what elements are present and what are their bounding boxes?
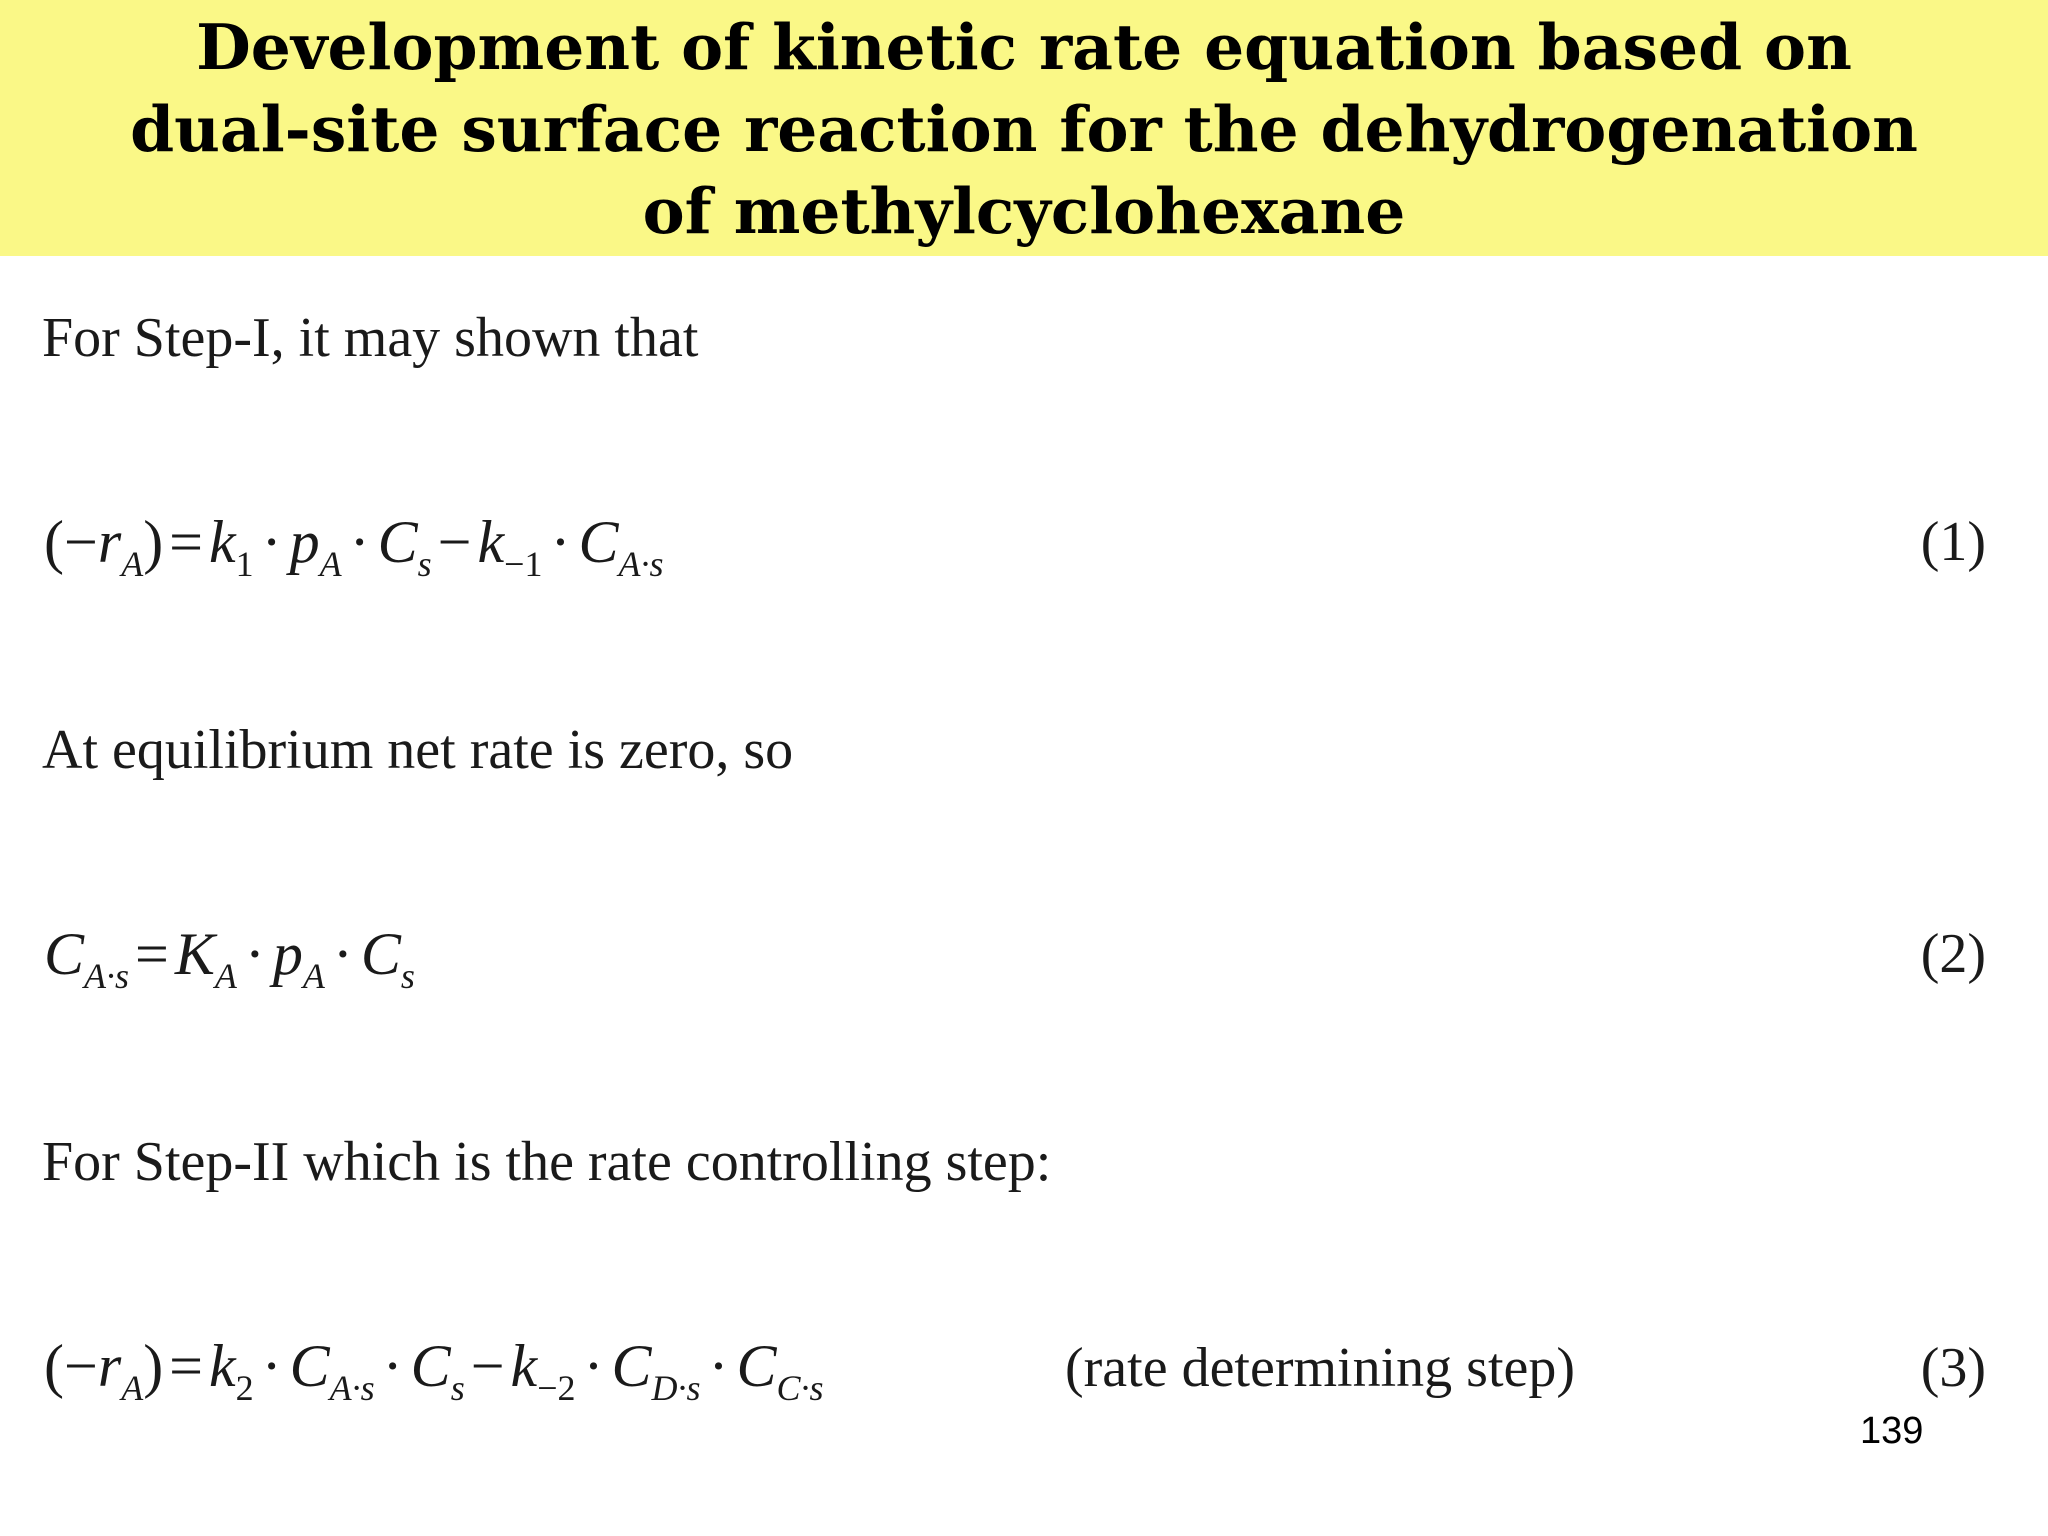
slide-title <box>0 6 2048 252</box>
title-line-1: Development of kinetic rate equation based on <box>196 10 1852 84</box>
equilibrium-intro-text: At equilibrium net rate is zero, so <box>42 719 794 781</box>
page-number: 139 <box>1860 1410 1924 1452</box>
title-line-3: of methylcyclohexane <box>642 174 1406 248</box>
title-line-2: dual-site surface reaction for the dehydrogenation <box>130 92 1918 166</box>
step2-intro-text: For Step-II which is the rate controlling step: <box>42 1131 1052 1193</box>
equation-1: $(-r_A) = k_1 \cdot p_A \cdot C_s - k_{-1} \cdot C_{A\cdot s}$ <box>44 509 664 584</box>
equation-1-number: (1) <box>1920 511 1986 573</box>
equation-3-number: (3) <box>1920 1337 1986 1399</box>
equation-2: $C_{A\cdot s} = K_A \cdot p_A \cdot C_s$ <box>44 921 415 996</box>
equation-2-number: (2) <box>1920 923 1986 985</box>
step1-intro-text: For Step-I, it may shown that <box>42 307 699 369</box>
rate-determining-note: (rate determining step) <box>1065 1337 1576 1399</box>
equation-3: $(-r_A) = k_2 \cdot C_{A\cdot s} \cdot C_s - k_{-2} \cdot C_{D\cdot s} \cdot C_{C\cdot s}$ <box>44 1333 824 1408</box>
